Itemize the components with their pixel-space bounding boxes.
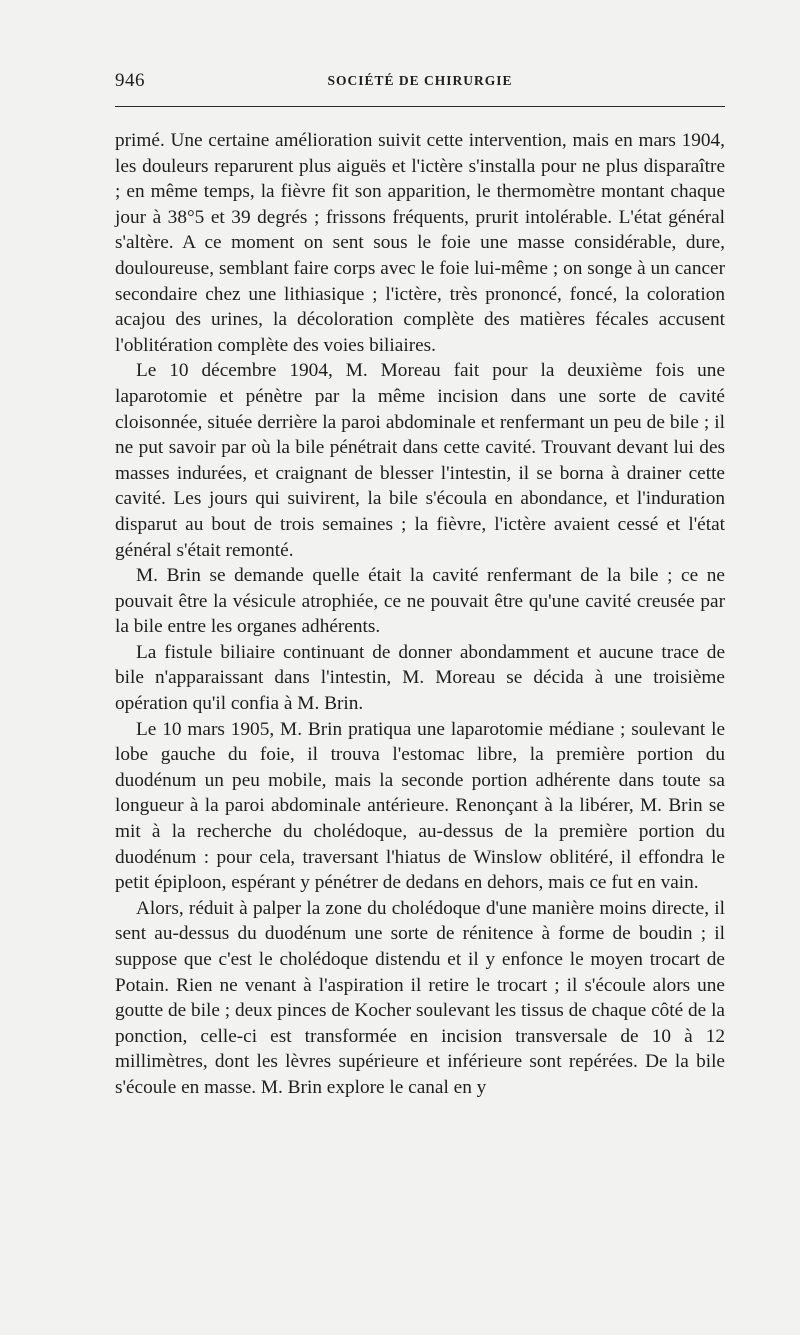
header-rule <box>115 106 725 107</box>
paragraph: primé. Une certaine amélioration suivit cette intervention, mais en mars 1904, les douleurs reparurent plus aiguës et l'ictère s'installa pour ne plus disparaître ; en même temps, la fièvre fit son apparition, le thermomètre montant chaque jour à 38°5 et 39 degrés ; frissons fréquents, prurit intolérable. L'état général s'altère. A ce moment on sent sous le foie une masse considérable, dure, douloureuse, semblant faire corps avec le foie lui-même ; on songe à un cancer secondaire chez une lithiasique ; l'ictère, très prononcé, foncé, la coloration acajou des urines, la décoloration complète des matières fécales accusent l'oblitération complète des voies biliaires. <box>115 130 725 356</box>
body-text <box>115 128 725 1101</box>
paragraph: Alors, réduit à palper la zone du cholédoque d'une manière moins directe, il sent au-dessus du duodénum une sorte de rénitence à forme de boudin ; il suppose que c'est le cholédoque distendu et il y enfonce le moyen trocart de Potain. Rien ne venant à l'aspiration il retire le trocart ; il s'écoule alors une goutte de bile ; deux pinces de Kocher soulevant les tissus de chaque côté de la ponction, celle-ci est transformée en incision transversale de 10 à 12 millimètres, dont les lèvres supérieure et inférieure sont repérées. De la bile s'écoule en masse. M. Brin explore le canal en y <box>115 897 725 1098</box>
page-header <box>115 70 725 98</box>
paragraph: Le 10 mars 1905, M. Brin pratiqua une laparotomie médiane ; soulevant le lobe gauche du foie, il trouva l'estomac libre, la première portion du duodénum un peu mobile, mais la seconde portion adhérente dans toute sa longueur à la paroi abdominale antérieure. Renonçant à la libérer, M. Brin se mit à la recherche du cholédoque, au-dessus de la première portion du duodénum : pour cela, traversant l'hiatus de Winslow oblitéré, il effondra le petit épiploon, espérant y pénétrer de dedans en dehors, mais ce fut en vain. <box>115 718 725 894</box>
paragraph: M. Brin se demande quelle était la cavité renfermant de la bile ; ce ne pouvait être la vésicule atrophiée, ce ne pouvait être qu'une cavité creusée par la bile entre les organes adhérents. <box>115 565 725 638</box>
page-number: 946 <box>115 70 145 91</box>
running-title: SOCIÉTÉ DE CHIRURGIE <box>327 73 513 88</box>
paragraph: Le 10 décembre 1904, M. Moreau fait pour la deuxième fois une laparotomie et pénètre par la même incision dans une sorte de cavité cloisonnée, située derrière la paroi abdominale et renfermant un peu de bile ; il ne put savoir par où la bile pénétrait dans cette cavité. Trouvant devant lui des masses indurées, et craignant de blesser l'intestin, il se borna à drainer cette cavité. Les jours qui suivirent, la bile s'écoula en abondance, et l'induration disparut au bout de trois semaines ; la fièvre, l'ictère avaient cessé et l'état général s'était remonté. <box>115 360 725 561</box>
paragraph: La fistule biliaire continuant de donner abondamment et aucune trace de bile n'apparaissant dans l'intestin, M. Moreau se décida à une troisième opération qu'il confia à M. Brin. <box>115 641 725 715</box>
